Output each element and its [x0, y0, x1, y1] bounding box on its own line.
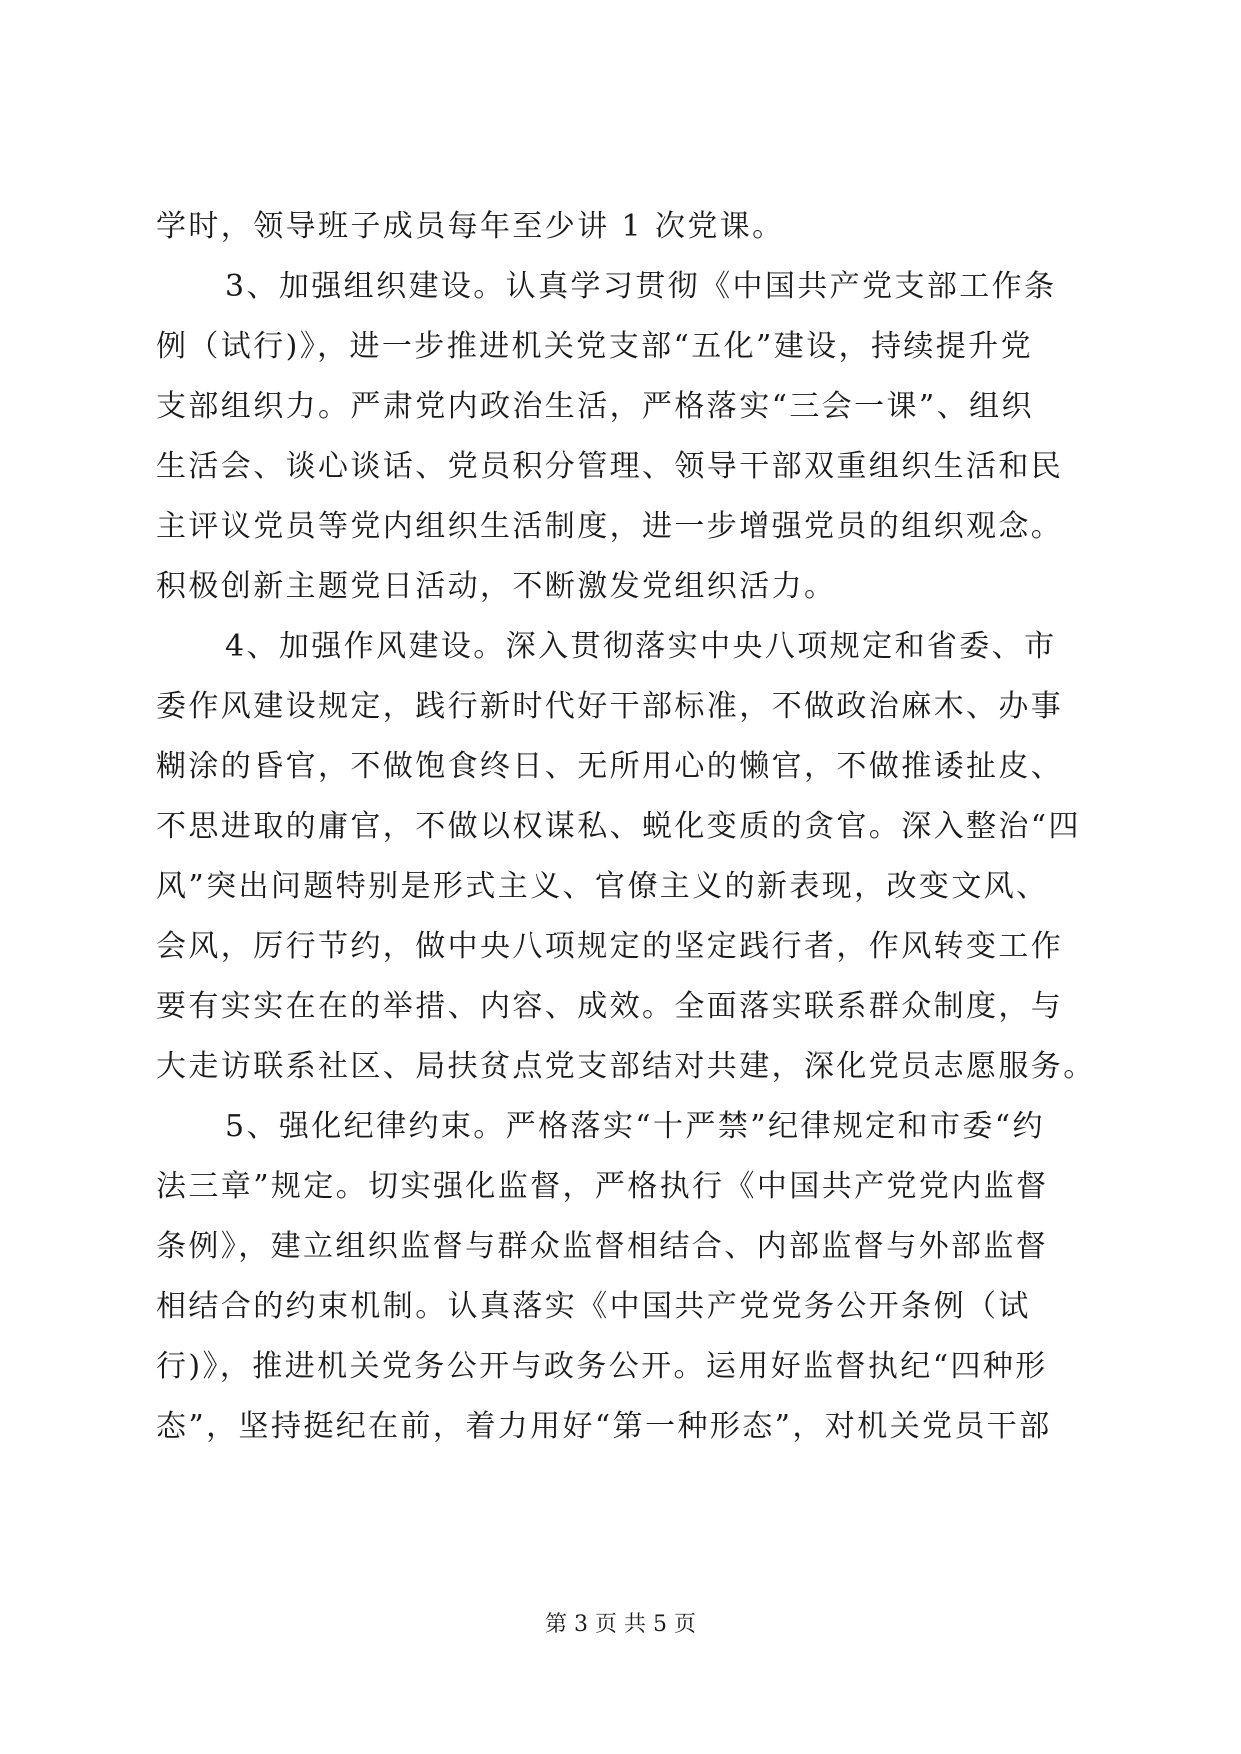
text-line-20: 行)》，推进机关党务公开与政务公开。运用好监督执纪“四种形	[156, 1349, 1048, 1384]
text-line-17: 法三章”规定。切实强化监督，严格执行《中国共产党党内监督	[156, 1169, 1049, 1204]
paragraph-5-heading-line: 5、强化纪律约束。严格落实“十严禁”纪律规定和市委“约	[225, 1109, 1045, 1144]
text-line-7: 积极创新主题党日活动，不断激发党组织活力。	[156, 569, 837, 604]
text-line-9: 委作风建设规定，践行新时代好干部标准，不做政治麻木、办事	[156, 689, 1064, 724]
text-line-18: 条例》，建立组织监督与群众监督相结合、内部监督与外部监督	[156, 1229, 1049, 1264]
text-line-19: 相结合的约束机制。认真落实《中国共产党党务公开条例（试	[156, 1289, 1031, 1324]
text-line-14: 要有实实在在的举措、内容、成效。全面落实联系群众制度，与	[156, 989, 1064, 1024]
text-line-13: 会风，厉行节约，做中央八项规定的坚定践行者，作风转变工作	[156, 929, 1064, 964]
paragraph-3-heading-line: 3、加强组织建设。认真学习贯彻《中国共产党支部工作条	[225, 269, 1057, 304]
text-line-5: 生活会、谈心谈话、党员积分管理、领导干部双重组织生活和民	[156, 449, 1064, 484]
text-line-15: 大走访联系社区、局扶贫点党支部结对共建，深化党员志愿服务。	[156, 1049, 1096, 1084]
text-line-10: 糊涂的昏官，不做饱食终日、无所用心的懒官，不做推诿扯皮、	[156, 749, 1064, 784]
text-line-6: 主评议党员等党内组织生活制度，进一步增强党员的组织观念。	[156, 509, 1064, 544]
text-line-4: 支部组织力。严肃党内政治生活，严格落实“三会一课”、组织	[156, 389, 1034, 424]
text-line-3: 例（试行)》，进一步推进机关党支部“五化”建设，持续提升党	[156, 329, 1033, 364]
text-line-12: 风”突出问题特别是形式主义、官僚主义的新表现，改变文风、	[156, 869, 1049, 904]
page-number-footer: 第 3 页 共 5 页	[545, 1612, 696, 1637]
text-line-21: 态”，坚持挺纪在前，着力用好“第一种形态”，对机关党员干部	[156, 1409, 1052, 1444]
paragraph-4-heading-line: 4、加强作风建设。深入贯彻落实中央八项规定和省委、市	[225, 629, 1057, 664]
text-line-11: 不思进取的庸官，不做以权谋私、蜕化变质的贪官。深入整治“四	[156, 809, 1081, 844]
text-line-1: 学时，领导班子成员每年至少讲 1 次党课。	[156, 209, 785, 244]
